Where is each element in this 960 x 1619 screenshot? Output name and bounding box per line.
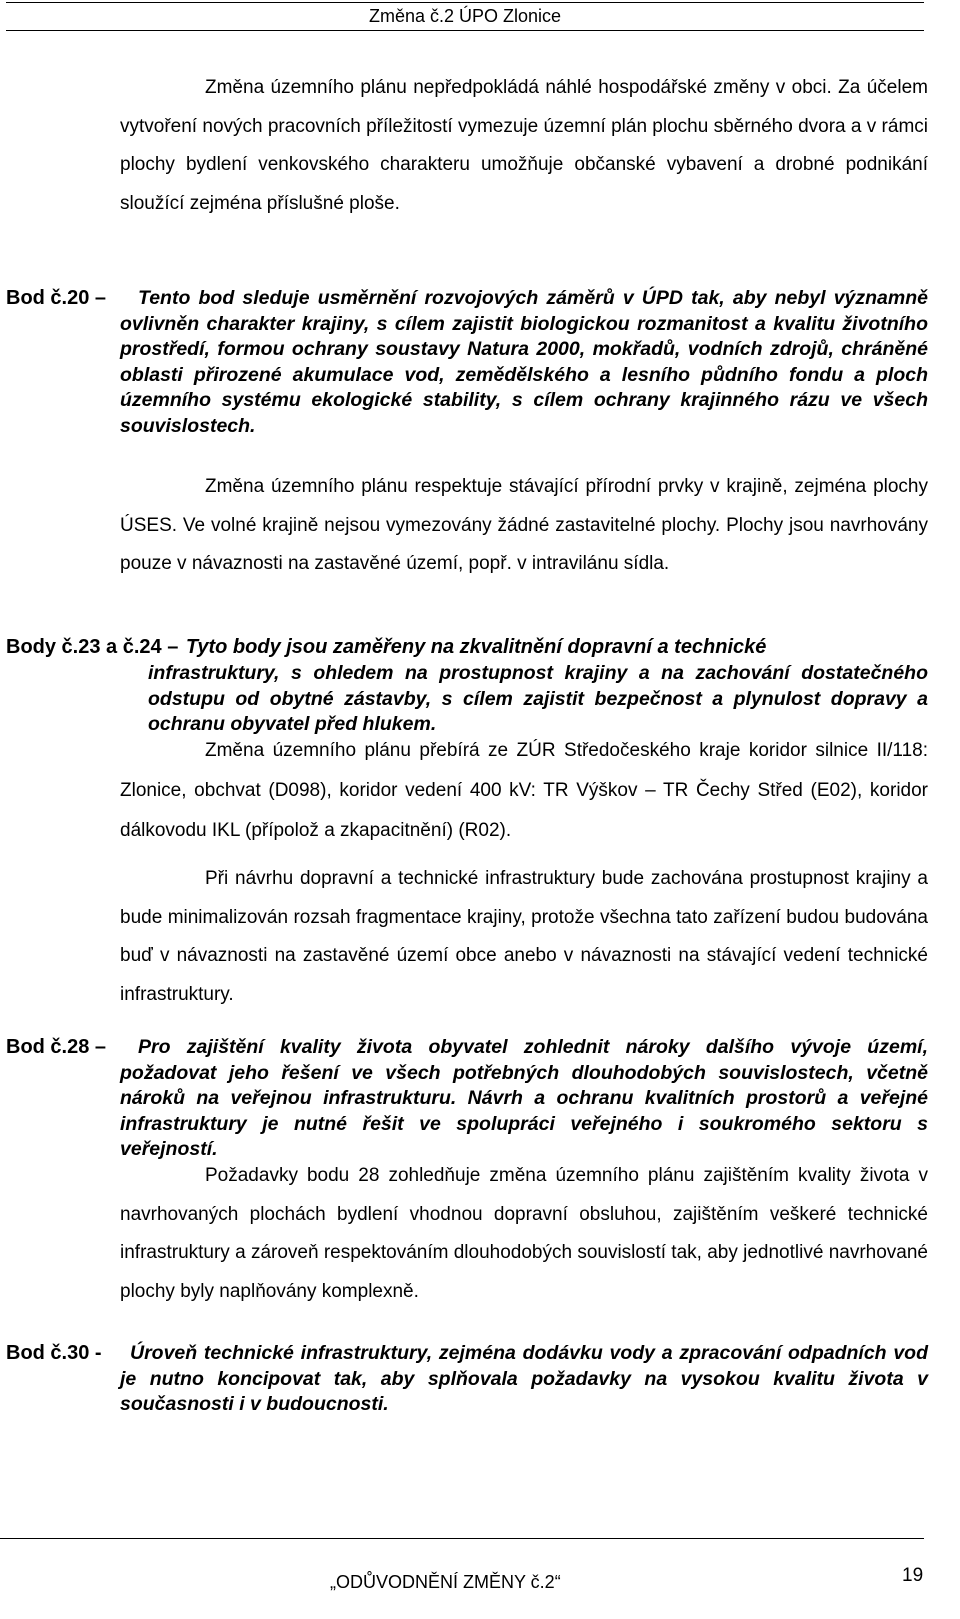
header-top-rule xyxy=(6,2,924,3)
point-heading-23-24 xyxy=(6,636,936,659)
footer-title: „ODŮVODNĚNÍ ZMĚNY č.2“ xyxy=(330,1572,561,1592)
point-label-20: Bod č.20 – xyxy=(6,287,107,309)
point-text-30: Úroveň technické infrastruktury, zejména dodávku vody a zpracování odpadních vod je nutno koncipovat tak, aby splňovala požadavky na vysokou kvalitu života v současnosti i v budoucnosti. xyxy=(120,1342,928,1416)
page-number: 19 xyxy=(902,1565,924,1586)
point-label-23-24: Body č.23 a č.24 – xyxy=(6,636,179,658)
header-rule xyxy=(6,30,924,31)
paragraph-response-23-24-b: Při návrhu dopravní a technické infrastruktury bude zachována prostupnost krajiny a bude minimalizován rozsah fragmentace krajiny, protože všechna tato zařízení budou budována buď v návaznosti na zastavěné území obce anebo v návaznosti na stávající vedení technické infrastruktury. xyxy=(120,868,928,1005)
point-label-30: Bod č.30 - xyxy=(6,1342,102,1364)
paragraph-response-28: Požadavky bodu 28 zohledňuje změna územního plánu zajištěním kvality života v navrhovaných plochách bydlení vhodnou dopravní obsluhou, zajištěním veškeré technické infrastruktury a zároveň respektováním dlouhodobých souvislostí tak, aby jednotlivé navrhované plochy byly naplňovány komplexně. xyxy=(120,1165,928,1302)
point-text-23-24: infrastruktury, s ohledem na prostupnost krajiny a na zachování dostatečného odstupu od obytné zástavby, s cílem zajistit bezpečnost a plynulost dopravy a ochranu obyvatel před hlukem. xyxy=(148,662,928,736)
point-text-20: Tento bod sleduje usměrnění rozvojových záměrů v ÚPD tak, aby nebyl významně ovlivněn charakter krajiny, s cílem zajistit biologickou rozmanitost a kvalitu životního prostředí, formou ochrany soustavy Natura 2000, mokřadů, vodních zdrojů, chráněné oblasti přirozené akumulace vod, zemědělského a lesního půdního fondu a ploch územního systému ekologické stability, s cílem ochrany krajinného rázu ve všech souvislostech. xyxy=(120,287,928,437)
point-text-23-24-first-line: Tyto body jsou zaměřeny na zkvalitnění dopravní a technické xyxy=(185,636,767,658)
paragraph-response-23-24: Změna územního plánu přebírá ze ZÚR Středočeského kraje koridor silnice II/118: Zlonice, obchvat (D098), koridor vedení 400 kV: TR Výškov – TR Čechy Střed (E02), koridor dálkovodu IKL (přípolož a zkapacitnění) (R02). xyxy=(120,740,928,841)
paragraph-economic-changes: Změna územního plánu nepředpokládá náhlé hospodářské změny v obci. Za účelem vytvoření nových pracovních příležitostí vymezuje územní plán plochu sběrného dvora a v rámci plochy bydlení venkovského charakteru umožňuje občanské vybavení a drobné podnikání sloužící zejména příslušné ploše. xyxy=(120,77,928,214)
point-label-28: Bod č.28 – xyxy=(6,1036,107,1058)
point-text-28: Pro zajištění kvality života obyvatel zohlednit nároky dalšího vývoje území, požadovat jeho řešení ve všech potřebných dlouhodobých souvislostech, včetně nároků na veřejnou infrastrukturu. Návrh a ochranu kvalitních prostorů a veřejné infrastruktury je nutné řešit ve spolupráci veřejného i soukromého sektoru s veřejností. xyxy=(120,1036,928,1161)
paragraph-response-20: Změna územního plánu respektuje stávající přírodní prvky v krajině, zejména plochy ÚSES. Ve volné krajině nejsou vymezovány žádné zastavitelné plochy. Plochy jsou navrhovány pouze v návaznosti na zastavěné území, popř. v intravilánu sídla. xyxy=(120,476,928,574)
page-header-title: Změna č.2 ÚPO Zlonice xyxy=(368,6,562,26)
footer-rule xyxy=(0,1538,924,1539)
